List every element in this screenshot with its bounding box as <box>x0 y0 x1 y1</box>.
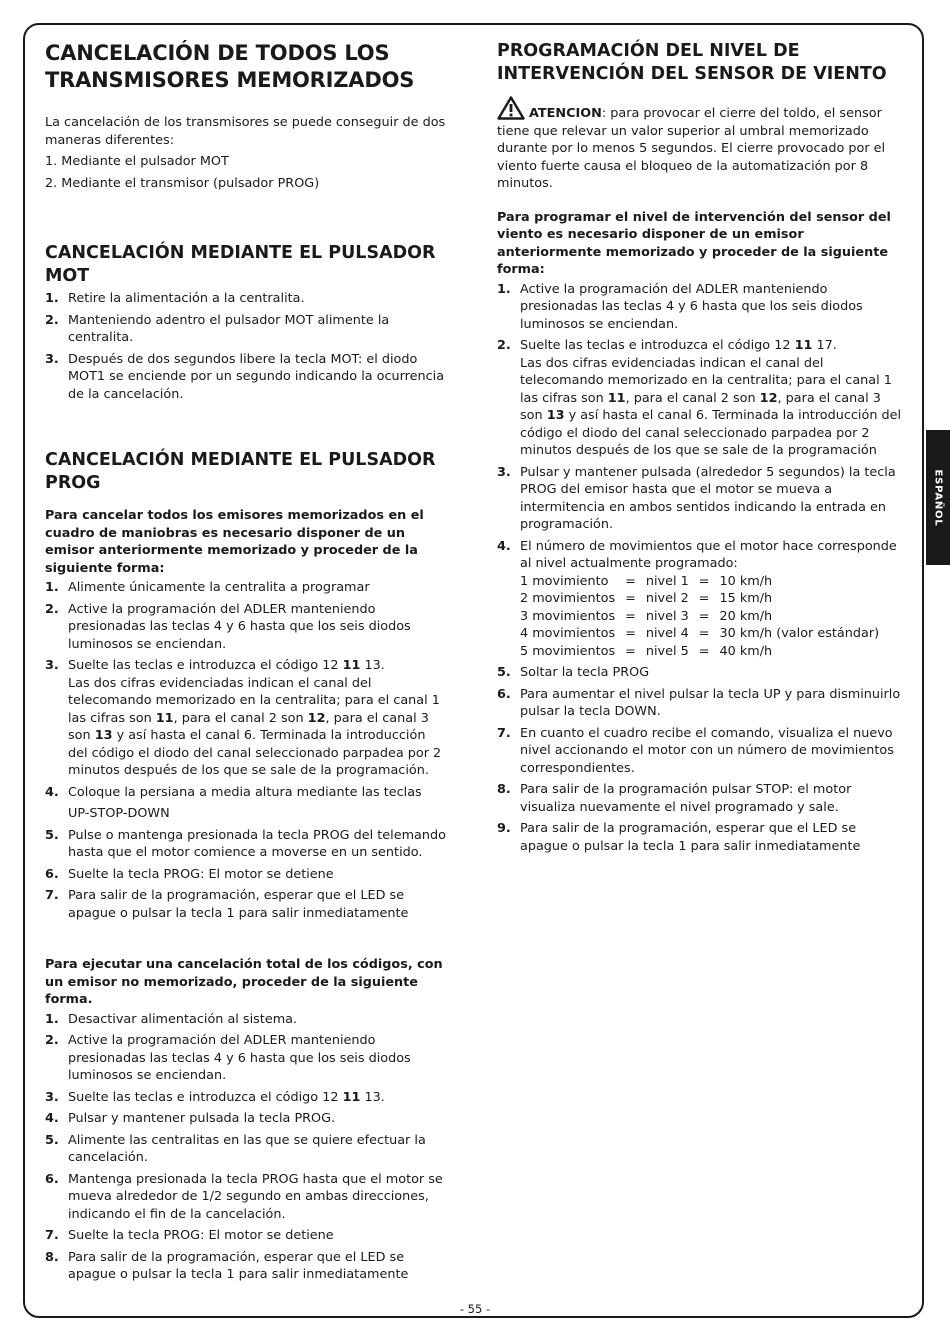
list-item: 1. Active la programación del ADLER manteniendo presionadas las teclas 4 y 6 hasta que los seis diodos luminosos se enciendan. <box>497 281 863 332</box>
list-item: 1. Desactivar alimentación al sistema. <box>45 1011 298 1027</box>
list-item: 3. Después de dos segundos libere la tecla MOT: el diodo MOT1 se enciende por un segundo indicando la ocurrencia de la cancelación. <box>45 351 445 402</box>
table-row: 2 movimientos = nivel 2 = 15 km/h <box>520 591 773 606</box>
list-item: 5. Alimente las centralitas en las que se quiere efectuar la cancelación. <box>45 1132 426 1165</box>
language-tab <box>926 430 950 565</box>
list-item: 9. Para salir de la programación, esperar que el LED se apague o pulsar la tecla 1 para salir inmediatamente <box>497 821 861 854</box>
list-item: 7. En cuanto el cuadro recibe el comando, visualiza el nuevo nivel accionando el motor con un número de movimientos correspondientes. <box>497 725 894 776</box>
warning-paragraph: ATENCION: para provocar el cierre del toldo, el sensor tiene que relevar un valor superior al umbral memorizado durante por lo menos 5 segundos. El cierre provocado por el viento fuerte causa el bloqueo de la automatización por 8 minutos. <box>497 96 904 193</box>
table-row: 4 movimientos = nivel 4 = 30 km/h (valor estándar) <box>520 626 880 641</box>
list-item: 4. Pulsar y mantener pulsada la tecla PROG. <box>45 1111 336 1126</box>
list-item: 4. El número de movimientos que el motor hace corresponde al nivel actualmente programado: 1 movimiento = nivel 1 = 10 km/h 2 movimientos = nivel 2 = 15 km/h 3 movimientos = nivel 3 = 20 km/h 4 movimientos = nivel 4 = 30 km/h (valor estándar) 5 movimientos = nivel 5 = 40 km/h <box>497 538 897 659</box>
page-number: - 55 - <box>459 1302 491 1316</box>
list-item: 3. Suelte las teclas e introduzca el código 12 11 13. <box>45 1089 385 1105</box>
wind-lead: Para programar el nivel de intervención del sensor del viento es necesario disponer de un emisor anteriormente memorizado y proceder de la siguiente forma: <box>497 209 891 277</box>
list-item: 3. Pulsar y mantener pulsada (alrededor 5 segundos) la tecla PROG del emisor hasta que el motor se mueva a intermitencia en ambos sentidos indicando la entrada en programación. <box>497 464 896 532</box>
language-tab-label: ESPAÑOL <box>932 468 944 527</box>
list-item: 4. Coloque la persiana a media altura mediante las teclas UP-STOP-DOWN <box>45 784 422 821</box>
speed-levels-table <box>520 573 879 661</box>
total-lead: Para ejecutar una cancelación total de los códigos, con un emisor no memorizado, proceder de la siguiente forma. <box>45 957 443 1007</box>
list-item: 5. Pulse o mantenga presionada la tecla PROG del telemando hasta que el motor comience a moverse en un sentido. <box>45 827 446 860</box>
list-item: 8. Para salir de la programación pulsar STOP: el motor visualiza nuevamente el nivel programado y sale. <box>497 782 852 815</box>
list-item: 7. Para salir de la programación, esperar que el LED se apague o pulsar la tecla 1 para salir inmediatamente <box>45 888 409 921</box>
section-title-prog: CANCELACIÓN MEDIANTE EL PULSADOR PROG <box>45 450 436 493</box>
table-row: 3 movimientos = nivel 3 = 20 km/h <box>520 608 773 624</box>
list-item: 1. Alimente únicamente la centralita a programar <box>45 580 370 595</box>
left-column <box>45 40 447 1288</box>
warning-label: ATENCION <box>529 106 602 121</box>
way-1: 1. Mediante el pulsador MOT <box>45 154 229 169</box>
intro-text: La cancelación de los transmisores se puede conseguir de dos maneras diferentes: <box>45 115 446 148</box>
list-item: 5. Soltar la tecla PROG <box>497 665 650 680</box>
list-item: 2. Manteniendo adentro el pulsador MOT alimente la centralita. <box>45 312 390 345</box>
warning-triangle-icon <box>497 96 525 120</box>
list-item: 6. Para aumentar el nivel pulsar la tecla UP y para disminuirlo pulsar la tecla DOWN. <box>497 686 901 719</box>
list-item: 2. Active la programación del ADLER manteniendo presionadas las teclas 4 y 6 hasta que los seis diodos luminosos se enciendan. <box>45 601 411 652</box>
list-item: 7. Suelte la tecla PROG: El motor se detiene <box>45 1228 334 1243</box>
list-item: 2. Active la programación del ADLER manteniendo presionadas las teclas 4 y 6 hasta que los seis diodos luminosos se enciendan. <box>45 1033 411 1083</box>
prog-lead: Para cancelar todos los emisores memorizados en el cuadro de maniobras es necesario disponer de un emisor anteriormente memorizado y proceder de la siguiente forma: <box>45 508 424 576</box>
section-title-mot: CANCELACIÓN MEDIANTE EL PULSADOR MOT <box>45 243 436 286</box>
table-row: 1 movimiento = nivel 1 = 10 km/h <box>520 573 773 589</box>
list-item: 8. Para salir de la programación, esperar que el LED se apague o pulsar la tecla 1 para salir inmediatamente <box>45 1249 409 1282</box>
main-title: CANCELACIÓN DE TODOS LOS TRANSMISORES MEMORIZADOS <box>45 41 415 92</box>
way-2: 2. Mediante el transmisor (pulsador PROG) <box>45 175 320 191</box>
table-row: 5 movimientos = nivel 5 = 40 km/h <box>520 643 773 659</box>
list-item: 6. Mantenga presionada la tecla PROG hasta que el motor se mueva alrededor de 1/2 segundo en ambas direcciones, indicando el fin de la cancelación. <box>45 1171 443 1222</box>
wind-section-title: PROGRAMACIÓN DEL NIVEL DE INTERVENCIÓN DEL SENSOR DE VIENTO <box>497 41 887 84</box>
total-steps <box>45 1011 447 1284</box>
wind-steps <box>497 281 904 856</box>
prog-steps <box>45 579 447 922</box>
list-item: 6. Suelte la tecla PROG: El motor se detiene <box>45 866 334 882</box>
mot-steps <box>45 290 447 403</box>
list-item: 3. Suelte las teclas e introduzca el código 12 11 13. Las dos cifras evidenciadas indican el canal del telecomando memorizado en la centralita; para el canal 1 las cifras son 11, para el canal 2 son 12, para el canal 3 son 13 y así hasta el canal 6. Terminada la introducción del código el diodo del canal seleccionado parpadea por 2 minutos después de los que se sale de la programación. <box>45 658 442 778</box>
list-item: 2. Suelte las teclas e introduzca el código 12 11 17. Las dos cifras evidenciadas indican el canal del telecomando memorizado en la centralita; para el canal 1 las cifras son 11, para el canal 2 son 12, para el canal 3 son 13 y así hasta el canal 6. Terminada la introducción del código el diodo del canal seleccionado parpadea por 2 minutos después de los que se sale de la programación <box>497 338 902 458</box>
right-column <box>497 40 904 859</box>
list-item: 1. Retire la alimentación a la centralita. <box>45 291 305 306</box>
